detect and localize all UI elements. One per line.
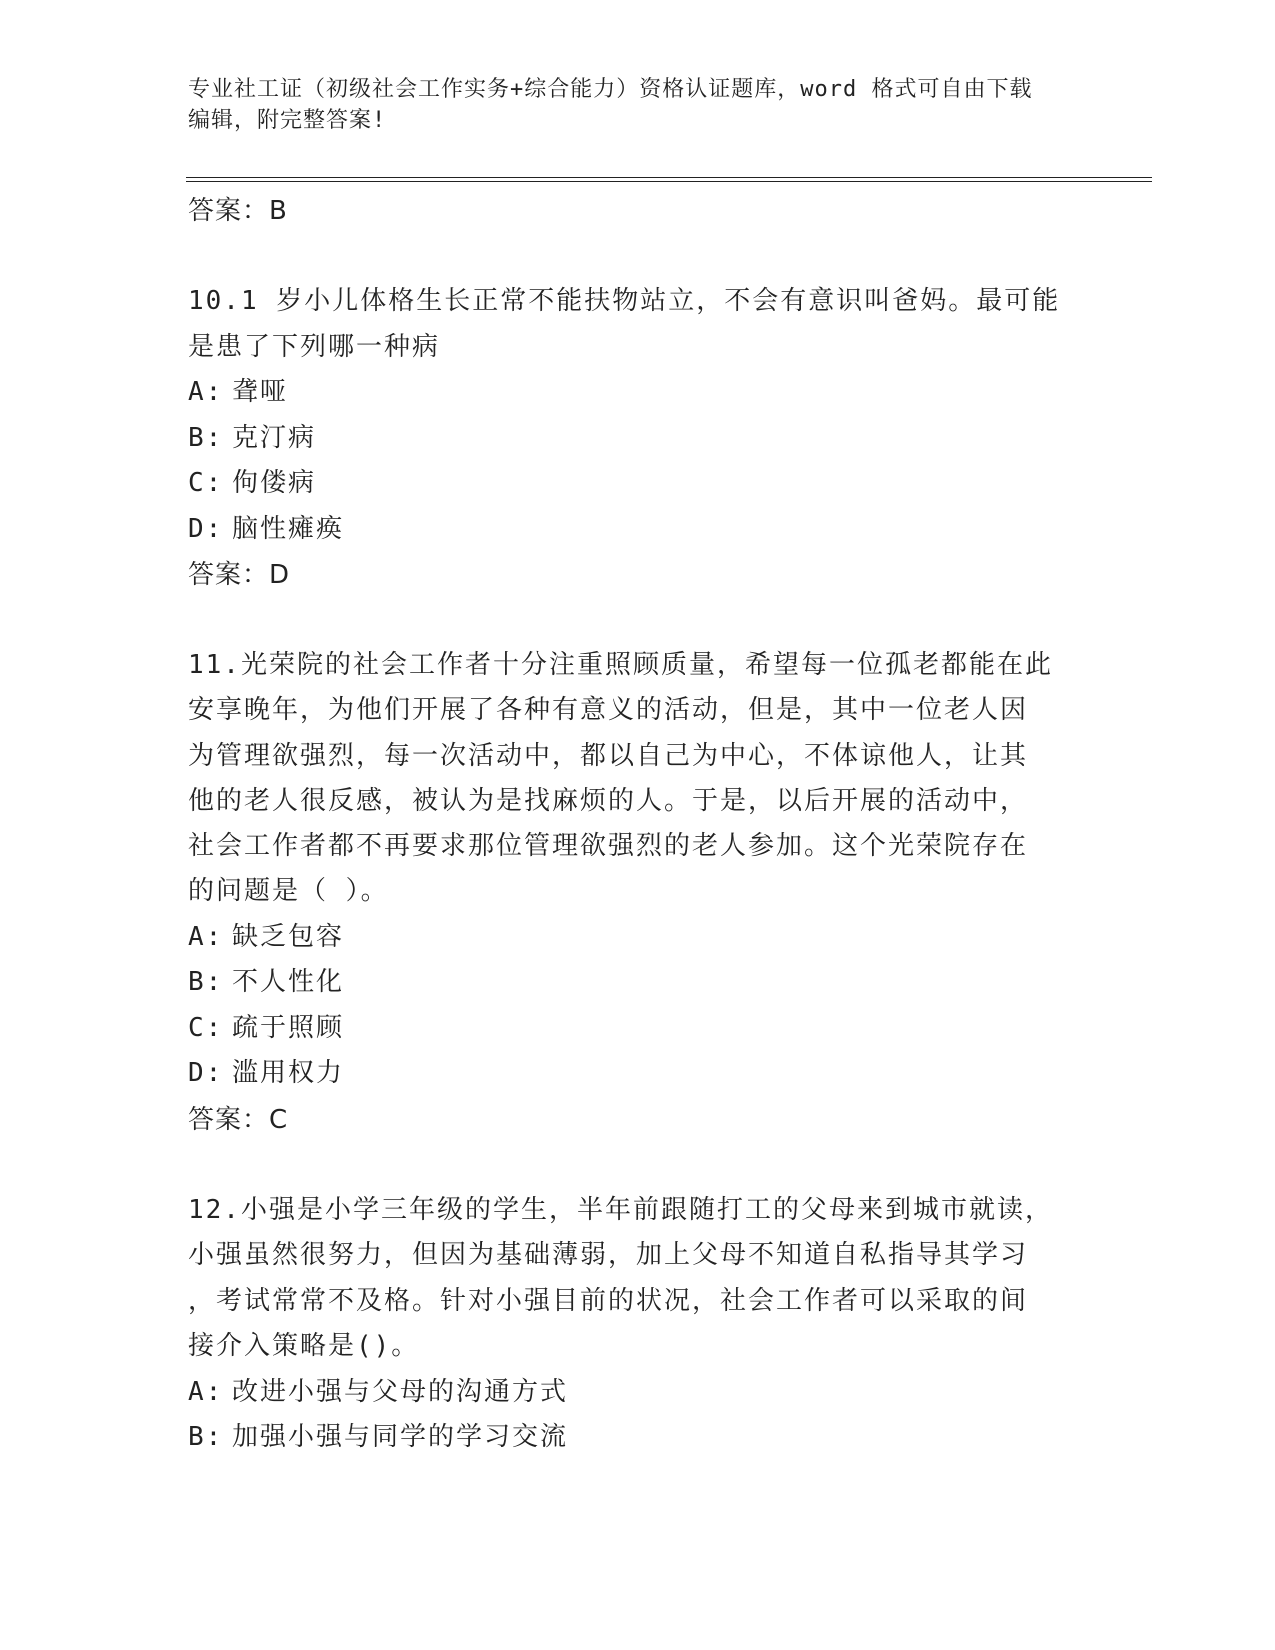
option-text: 脑性瘫痪 (232, 513, 345, 544)
header-line-1: 专业社工证（初级社会工作实务+综合能力）资格认证题库，word 格式可自由下载 (188, 77, 1033, 102)
option-a (188, 1370, 1088, 1416)
option-text: 缺乏包容 (232, 921, 345, 952)
question-line: 为管理欲强烈，每一次活动中，都以自己为中心，不体谅他人，让其 (188, 740, 1029, 771)
option-c (188, 1006, 1088, 1052)
option-text: 不人性化 (232, 967, 345, 998)
question-line: 接介入策略是()。 (188, 1331, 420, 1362)
question-stem (188, 643, 1088, 915)
spacer (188, 1143, 1088, 1188)
option-d (188, 507, 1088, 553)
question-10 (188, 279, 1088, 598)
question-line: 安享晚年，为他们开展了各种有意义的活动，但是，其中一位老人因 (188, 695, 1029, 726)
question-12 (188, 1188, 1088, 1461)
question-list (188, 188, 1088, 1461)
page-header (188, 74, 1088, 136)
option-b (188, 416, 1088, 462)
question-stem (188, 279, 1088, 370)
option-c (188, 461, 1088, 507)
previous-answer: 答案：B (188, 196, 288, 226)
option-letter: B: (188, 967, 224, 998)
option-letter: B: (188, 1422, 224, 1453)
question-11 (188, 643, 1088, 1143)
question-line: 社会工作者都不再要求那位管理欲强烈的老人参加。这个光荣院存在 (188, 831, 1029, 862)
header-divider-top (186, 177, 1152, 178)
option-text: 佝偻病 (232, 468, 317, 498)
option-text: 聋哑 (232, 377, 289, 407)
option-letter: A: (188, 1376, 224, 1407)
option-letter: C: (188, 468, 224, 498)
option-letter: A: (188, 921, 224, 952)
spacer (188, 234, 1088, 279)
answer: 答案：C (188, 1104, 289, 1135)
option-b (188, 960, 1088, 1006)
question-line: 12.小强是小学三年级的学生，半年前跟随打工的父母来到城市就读， (188, 1194, 1053, 1225)
question-stem (188, 1188, 1088, 1370)
question-line: 他的老人很反感，被认为是找麻烦的人。于是，以后开展的活动中， (188, 785, 1029, 816)
option-text: 克汀病 (232, 422, 317, 453)
option-b (188, 1415, 1088, 1461)
question-line: ，考试常常不及格。针对小强目前的状况，社会工作者可以采取的间 (188, 1285, 1029, 1316)
question-line: 小强虽然很努力，但因为基础薄弱，加上父母不知道自私指导其学习 (188, 1240, 1029, 1271)
header-line-2: 编辑，附完整答案! (188, 108, 387, 133)
option-a (188, 915, 1088, 961)
option-letter: B: (188, 422, 224, 453)
spacer (188, 598, 1088, 643)
question-line: 11.光荣院的社会工作者十分注重照顾质量，希望每一位孤老都能在此 (188, 650, 1053, 680)
option-letter: C: (188, 1012, 224, 1043)
question-line: 10.1 岁小儿体格生长正常不能扶物站立，不会有意识叫爸妈。最可能 (188, 286, 1061, 316)
header-divider-bottom (186, 181, 1152, 182)
option-letter: A: (188, 377, 224, 407)
option-text: 加强小强与同学的学习交流 (232, 1422, 569, 1453)
option-d (188, 1051, 1088, 1097)
option-text: 改进小强与父母的沟通方式 (232, 1376, 569, 1407)
answer: 答案：D (188, 560, 291, 590)
question-line: 是患了下列哪一种病 (188, 331, 441, 362)
question-line: 的问题是（ ）。 (188, 876, 389, 907)
option-text: 滥用权力 (232, 1058, 345, 1089)
option-letter: D: (188, 513, 224, 544)
option-text: 疏于照顾 (232, 1012, 345, 1043)
option-a (188, 370, 1088, 416)
option-letter: D: (188, 1058, 224, 1089)
